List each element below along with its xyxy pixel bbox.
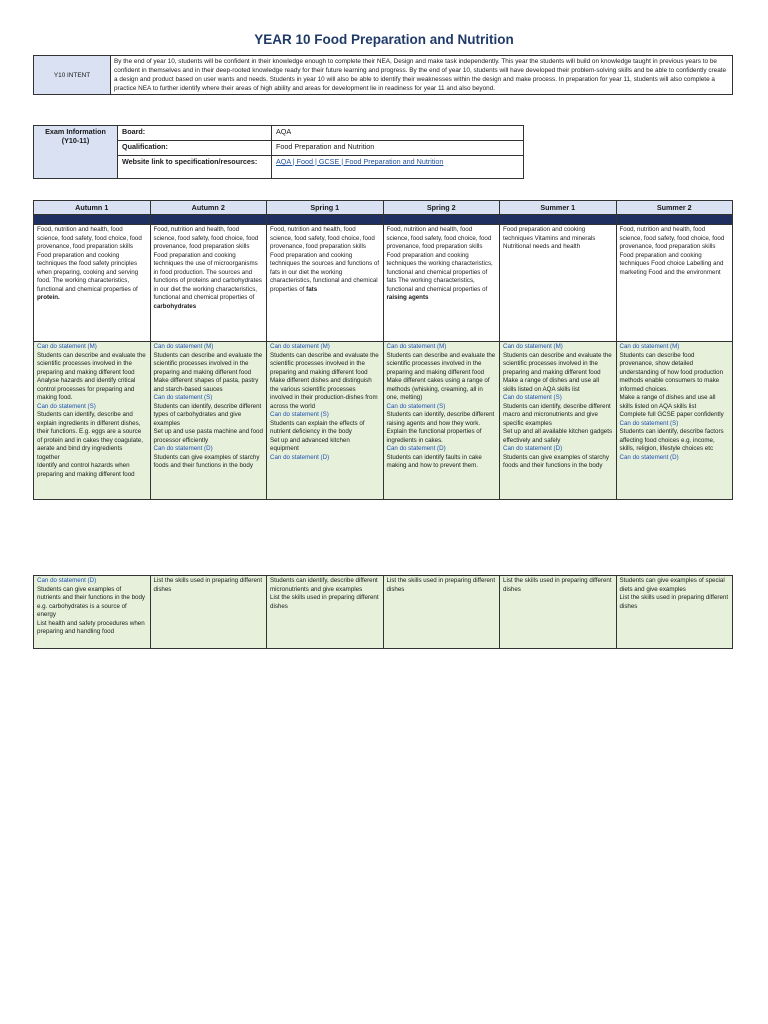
can-do-item: Students can give examples of starchy foods and their functions in the body [153,453,260,469]
can-do-item: Students can describe and evaluate the scientific processes involved in the preparing and making different food [37,351,146,376]
can-do-item: Make different cakes using a range of methods (whisking, creaming, all in one, melting) [386,377,490,401]
topic-line: Food preparation and cooking techniques Vitamins and minerals Nutritional needs and health [503,226,596,250]
can-do-heading: Can do statement (D) [503,445,563,452]
can-do-item: Explain the functional properties of ingredients in cakes. [386,428,482,444]
can-do-heading: Can do statement (D) [386,445,446,452]
can-do-heading: Can do statement (M) [270,343,330,350]
can-do-item: Set up and advanced kitchen equipment [270,436,350,452]
can-do-item: Set up and use pasta machine and food processor efficiently [153,428,263,444]
exam-website-key: Website link to specification/resources: [118,156,272,179]
term-header: Summer 2 [616,201,733,215]
topic-line: Food preparation and cooking techniques Food choice Labelling and marketing Food and the environment [619,251,724,276]
can-do-item: List the skills used in preparing different dishes [619,594,729,610]
intent-table [33,55,733,95]
can-do-item: Students can identify, describe and explain ingredients in different dishes, their functions. E.g. eggs are a source of protein and in cakes they coagulate, aerate and bind dry ingredients together [37,411,143,461]
can-do-cell [267,342,384,500]
can-do-item: List the skills used in preparing different dishes [153,577,263,593]
topic-cell [500,225,617,342]
can-do-heading: Can do statement (S) [37,402,96,410]
intent-text: By the end of year 10, students will be confident in their knowledge enough to complete their NEA, Design and make task independently. This year the students will build on knowledge taught in previous years to be confident in themselves and in their deep-rooted knowledge ready for their future learning and progress. By the end of year 10, students will have developed their problem-solving skills and be able to confidently create a design and product based on user wants and needs. Students in year 10 will also be able to identify their weaknesses within the design and make process. In preparation for year 11, students will also complete a practice NEA to further identify where their areas of high ability and areas for development lie in readiness for year 11 and also beyond. [111,56,733,95]
continuation-cell [150,576,267,649]
continuation-cell [34,576,151,649]
topic-line: Food preparation and cooking techniques the sources and functions of fats in our diet the working characteristics, functional and chemical properties of fats [270,251,380,293]
can-do-item: Make a range of dishes and use all skills listed on AQA skills list [619,394,716,410]
topic-cell [34,225,151,342]
curriculum-grid [33,200,733,500]
can-do-item: List health and safety procedures when preparing and handling food [37,619,145,635]
can-do-heading: Can do statement (D) [270,453,330,461]
can-do-cell [616,342,733,500]
can-do-item: Students can describe food provenance, show detailed understanding of how food production methods enable consumers to make informed choices. [619,351,724,393]
topic-cell [383,225,500,342]
can-do-item: Students can identify faults in cake making and how to prevent them. [386,453,482,469]
can-do-heading: Can do statement (D) [37,577,97,584]
term-header: Summer 1 [500,201,617,215]
can-do-item: Students can describe and evaluate the scientific processes involved in the preparing and making different food [270,351,379,376]
can-do-item: List the skills used in preparing different dishes [386,577,496,593]
can-do-item: Students can identify, describe factors affecting food choices e.g. income, skills, religion, lifestyle choices etc [619,428,724,452]
can-do-item: Set up and all available kitchen gadgets effectively and safely [503,428,613,444]
can-do-heading: Can do statement (M) [503,343,563,350]
can-do-item: Complete full GCSE paper confidently [619,411,724,418]
can-do-heading: Can do statement (D) [619,453,679,461]
can-do-item: Students can describe and evaluate the scientific processes involved in the preparing and making different food [503,351,612,376]
topic-cell [150,225,267,342]
term-header: Spring 1 [267,201,384,215]
can-do-item: Students can identify, describe different raising agents and how they work. [386,411,495,427]
term-header: Autumn 1 [34,201,151,215]
can-do-cell [34,342,151,500]
can-do-heading: Can do statement (M) [37,343,97,350]
can-do-heading: Can do statement (S) [270,411,329,418]
topic-line: Food preparation and cooking techniques the food safety principles when preparing, cooking and serving food. The working characteristics, functional and chemical properties of protein. [37,251,139,301]
term-header: Spring 2 [383,201,500,215]
specification-link[interactable]: AQA | Food | GCSE | Food Preparation and Nutrition [276,157,444,166]
can-do-heading: Can do statement (S) [153,394,213,401]
can-do-item: Make different shapes of pasta, pastry and starch-based sauces [153,377,259,393]
can-do-item: Students can identify, describe different macro and micronutrients and give specific examples [503,402,611,427]
can-do-cell [150,342,267,500]
exam-board-value: AQA [272,126,524,141]
continuation-cell [383,576,500,649]
header-band [383,215,500,225]
can-do-item: Students can give examples of special diets and give examples [619,577,725,593]
topic-line: Food preparation and cooking techniques the working characteristics, functional and chemical properties of fats The working characteristics, functional and chemical properties of raising agents [386,251,493,301]
topic-cell [616,225,733,342]
exam-info-label: Exam Information (Y10-11) [34,126,118,179]
exam-board-key: Board: [118,126,272,141]
can-do-item: Analyse hazards and identify critical control processes for preparing and making food. [37,377,136,401]
can-do-heading: Can do statement (D) [153,445,213,452]
topic-emphasis: fats [306,285,318,293]
curriculum-grid-continued [33,575,733,649]
topic-line: Food preparation and cooking techniques the use of microorganisms in food production. The sources and functions of proteins and carbohydrates in our diet the working characteristics, functional and chemical properties of carbohydrates [153,251,262,310]
topic-emphasis: protein. [37,294,60,301]
topic-line: Food, nutrition and health, food science, food safety, food choice, food provenance, food preparation skills [619,226,725,250]
can-do-heading: Can do statement (S) [503,394,562,401]
term-header: Autumn 2 [150,201,267,215]
header-band [500,215,617,225]
can-do-item: Students can identify, describe different micronutrients and give examples [270,577,378,593]
can-do-item: Make a range of dishes and use all skills listed on AQA skills list [503,377,599,393]
header-band [34,215,151,225]
topic-line: Food, nutrition and health, food science, food safety, food choice, food provenance, food preparation skills [37,226,142,250]
continuation-cell [616,576,733,649]
can-do-heading: Can do statement (M) [386,343,447,350]
can-do-heading: Can do statement (S) [619,419,679,427]
page-title: YEAR 10 Food Preparation and Nutrition [254,32,514,47]
can-do-heading: Can do statement (M) [153,343,214,350]
continuation-cell [500,576,617,649]
can-do-item: Students can describe and evaluate the scientific processes involved in the preparing and making different food [386,351,496,376]
header-band [150,215,267,225]
can-do-item: Students can give examples of starchy foods and their functions in the body [503,453,609,469]
header-band [267,215,384,225]
exam-qualification-value: Food Preparation and Nutrition [272,141,524,156]
can-do-cell [383,342,500,500]
exam-info-table [33,125,524,179]
can-do-item: Students can explain the effects of nutrient deficiency in the body [270,419,365,435]
can-do-heading: Can do statement (S) [386,402,446,410]
can-do-heading: Can do statement (M) [619,343,680,350]
topic-line: Food, nutrition and health, food science, food safety, food choice, food provenance, food preparation skills [153,226,259,250]
can-do-item: List the skills used in preparing different dishes [270,594,379,610]
topic-cell [267,225,384,342]
topic-line: Food, nutrition and health, food science, food safety, food choice, food provenance, food preparation skills [386,226,492,250]
intent-label: Y10 INTENT [34,56,111,95]
can-do-cell [500,342,617,500]
can-do-item: Students can give examples of nutrients and their functions in the body e.g. carbohydrates is a source of energy [37,585,146,618]
can-do-item: Make different dishes and distinguish the various scientific processes involved in their production-dishes from across the world [270,377,378,410]
header-band [616,215,733,225]
topic-emphasis: raising agents [386,294,429,301]
topic-line: Food, nutrition and health, food science, food safety, food choice, food provenance, food preparation skills [270,226,375,250]
can-do-item: Students can describe and evaluate the scientific processes involved in the preparing and making different food [153,351,263,376]
topic-emphasis: carbohydrates [153,302,197,310]
exam-qualification-key: Qualification: [118,141,272,156]
can-do-item: List the skills used in preparing different dishes [503,577,612,593]
continuation-cell [267,576,384,649]
can-do-item: Students can identify, describe different types of carbohydrates and give examples [153,402,262,427]
can-do-item: Identify and control hazards when preparing and making different food [37,462,135,478]
